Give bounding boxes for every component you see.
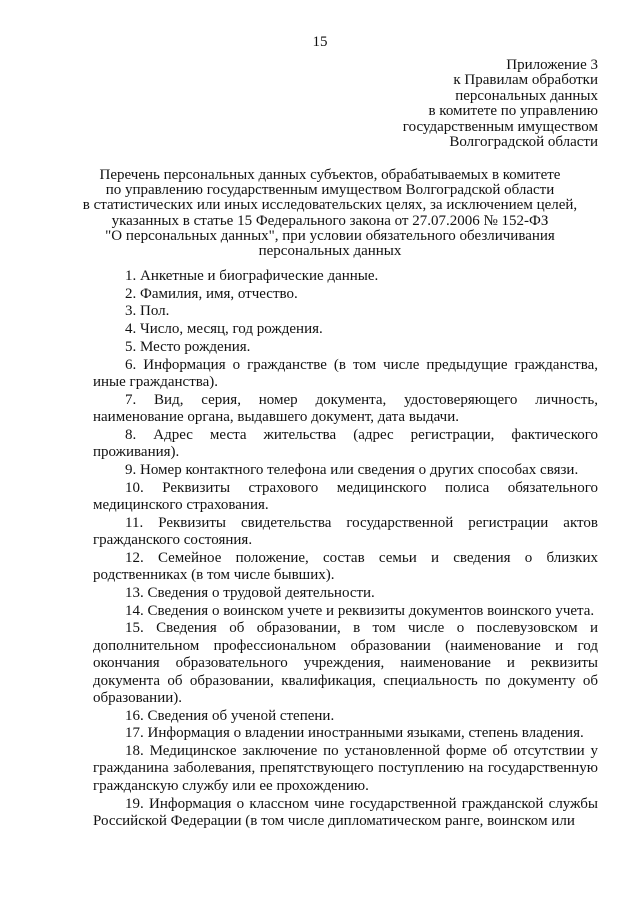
title-line: персональных данных — [258, 243, 402, 260]
list-item: 2. Фамилия, имя, отчество. — [125, 285, 298, 302]
list-item: 14. Сведения о воинском учете и реквизиты документов воинского учета. — [125, 602, 595, 619]
list-item: 19. Информация о классном чине государственной гражданской службы Российской Федерации (в том числе дипломатическом ранге, воинском или — [93, 795, 598, 829]
list-item: 18. Медицинское заключение по установленной форме об отсутствии у гражданина заболевания, препятствующего поступлению на государственную гражданскую службу или ее прохождению. — [93, 743, 598, 794]
list-item: 9. Номер контактного телефона или сведения о других способах связи. — [125, 461, 579, 478]
list-item: 11. Реквизиты свидетельства государственной регистрации актов гражданского состояния. — [93, 514, 598, 549]
list-item: 17. Информация о владении иностранными языками, степень владения. — [125, 725, 584, 742]
page-number: 15 — [312, 34, 328, 50]
title-line: по управлению государственным имуществом Волгоградской области — [105, 182, 555, 199]
list-item: 10. Реквизиты страхового медицинского полиса обязательного медицинского страхования. — [93, 479, 598, 513]
list-item: 12. Семейное положение, состав семьи и сведения о близких родственниках (в том числе бывших). — [93, 549, 598, 584]
list-item: 16. Сведения об ученой степени. — [125, 707, 335, 724]
list-item: 3. Пол. — [125, 303, 170, 320]
title-line: в статистических или иных исследовательских целях, за исключением целей, — [82, 197, 578, 214]
list-item: 5. Место рождения. — [125, 338, 251, 355]
list-item: 15. Сведения об образовании, в том числе о послевузовском и дополнительном профессиональном образовании (наименование и год окончания образовательного учреждения, наименование и реквизиты документа об образовании, квалификация, специальность по документу об образовании). — [93, 620, 598, 706]
title-line: указанных в статье 15 Федерального закона от 27.07.2006 № 152-ФЗ — [111, 212, 549, 229]
appendix-line: персональных данных — [455, 87, 598, 104]
list-item: 6. Информация о гражданстве (в том числе предыдущие гражданства, иные гражданства). — [93, 356, 598, 390]
appendix-line: к Правилам обработки — [453, 72, 598, 89]
document-title — [70, 168, 590, 259]
title-line: Перечень персональных данных субъектов, обрабатываемых в комитете — [99, 167, 561, 183]
list-item: 8. Адрес места жительства (адрес регистрации, фактического проживания). — [93, 426, 598, 461]
list-item: 4. Число, месяц, год рождения. — [125, 321, 323, 338]
title-line: "О персональных данных", при условии обязательного обезличивания — [105, 227, 555, 244]
appendix-line: государственным имуществом — [402, 118, 598, 135]
list-item: 1. Анкетные и биографические данные. — [125, 268, 379, 284]
personal-data-list — [93, 268, 598, 831]
appendix-line: Волгоградской области — [449, 134, 598, 151]
appendix-header — [358, 58, 598, 150]
appendix-line: Приложение 3 — [506, 57, 598, 73]
list-item: 7. Вид, серия, номер документа, удостоверяющего личность, наименование органа, выдавшего документ, дата выдачи. — [93, 391, 598, 426]
appendix-line: в комитете по управлению — [428, 103, 598, 120]
list-item: 13. Сведения о трудовой деятельности. — [125, 584, 375, 601]
